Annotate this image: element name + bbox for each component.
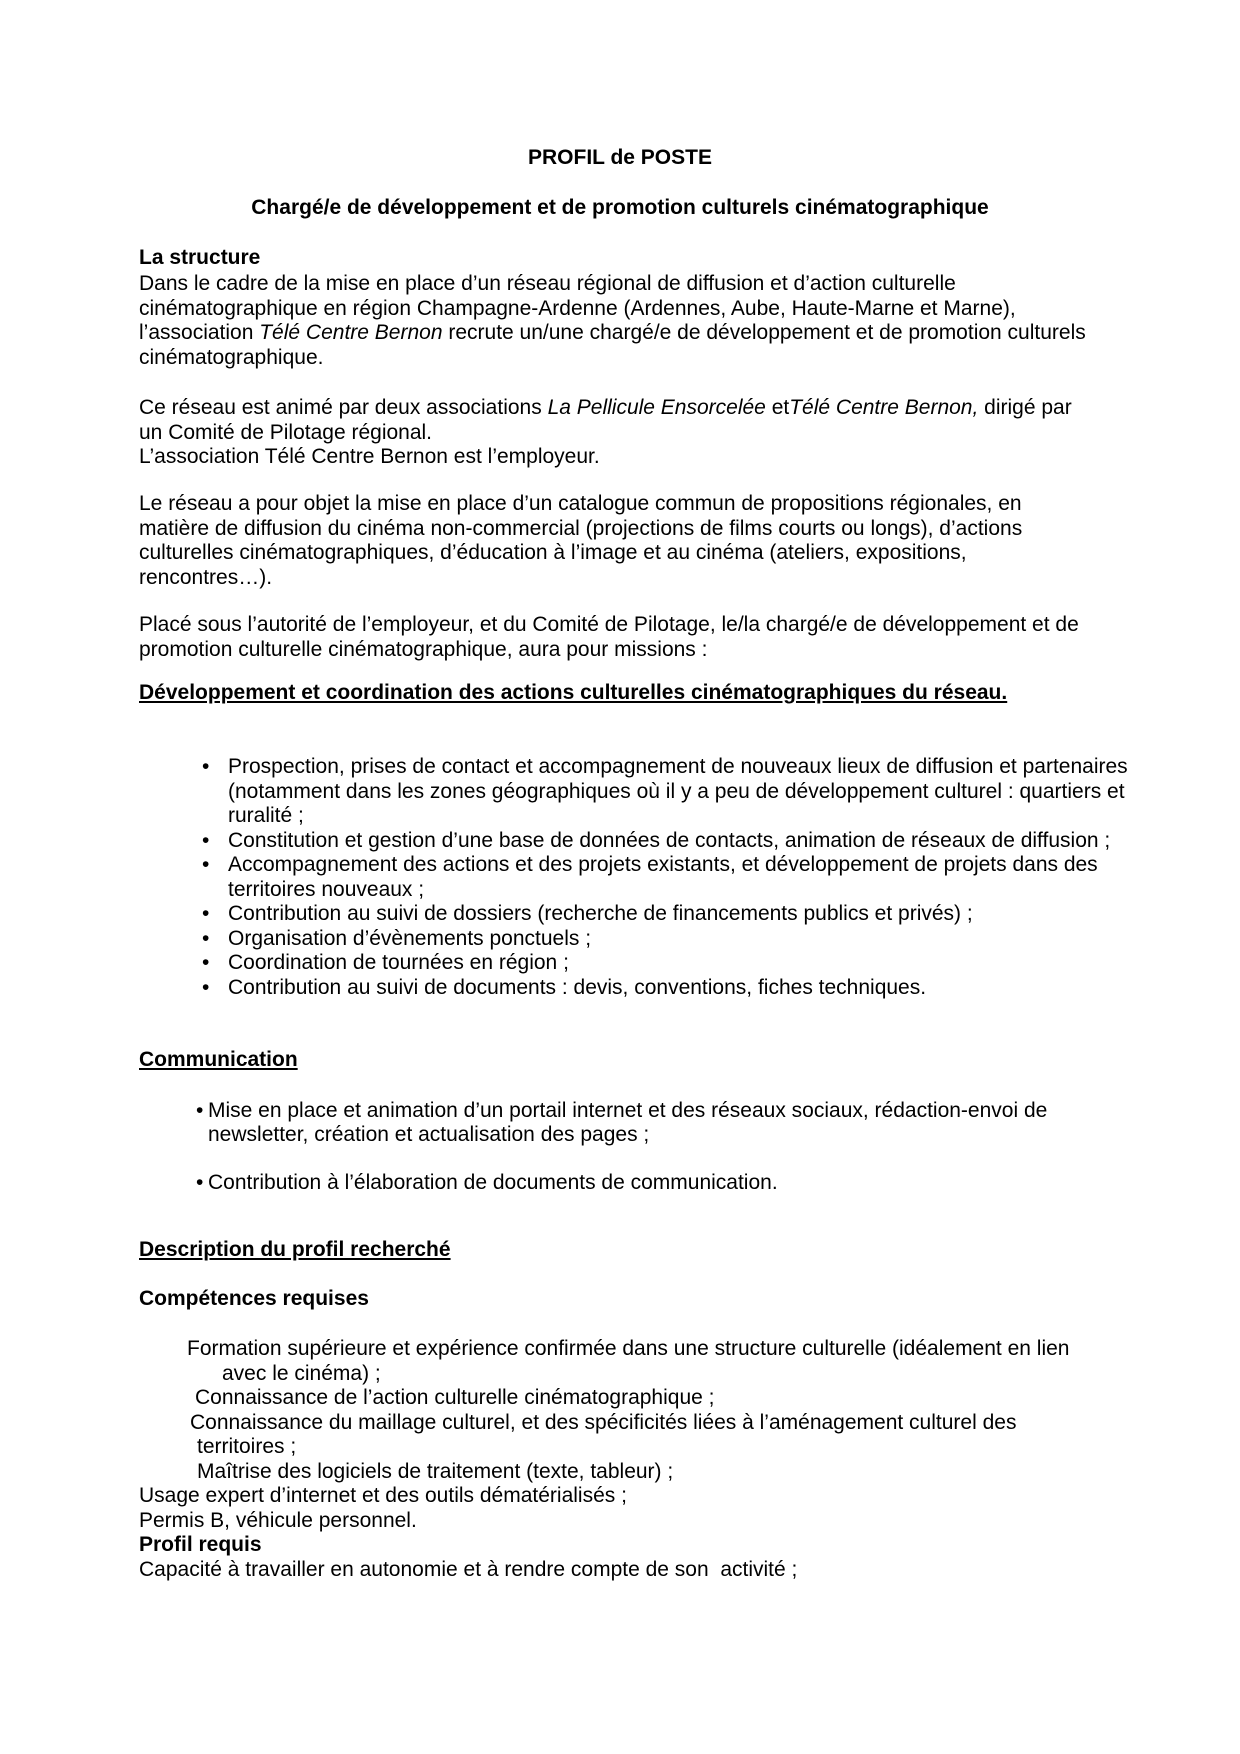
heading-la-structure: La structure	[139, 246, 261, 269]
communication-item	[139, 1171, 1148, 1196]
paragraph-line: promotion culturelle cinématographique, aura pour missions :	[139, 637, 708, 661]
text-run: recrute un/une chargé/e de développement et de promotion culturels	[442, 321, 1086, 344]
skill-line: Connaissance de l’action culturelle cinématographique ;	[195, 1386, 715, 1409]
missions-item-text: Contribution au suivi de documents : devis, conventions, fiches techniques.	[228, 975, 927, 999]
bullet-icon: •	[202, 926, 210, 950]
communication-item-text: Contribution à l’élaboration de documents de communication.	[208, 1170, 778, 1194]
missions-item	[139, 951, 1148, 976]
bullet-icon: •	[202, 902, 210, 925]
italic-association-name: Télé Centre Bernon,	[789, 396, 979, 419]
skill-line: avec le cinéma) ;	[222, 1361, 381, 1385]
skill-line: territoires ;	[197, 1435, 297, 1458]
paragraph-line: culturelles cinématographiques, d’éducation à l’image et au cinéma (ateliers, expositions,	[139, 541, 967, 564]
paragraph-line: rencontres…).	[139, 565, 273, 589]
bullet-icon: •	[196, 1098, 204, 1122]
missions-item	[139, 829, 1148, 854]
paragraph-line: cinématographique.	[139, 345, 324, 369]
paragraph-line: un Comité de Pilotage régional.	[139, 420, 433, 444]
document-title: PROFIL de POSTE	[528, 146, 712, 169]
paragraph-line	[139, 321, 1148, 346]
text-run: dirigé par	[978, 396, 1072, 419]
paragraph-line: Dans le cadre de la mise en place d’un réseau régional de diffusion et d’action culturelle	[139, 272, 956, 295]
missions-item-text: Coordination de tournées en région ;	[228, 951, 569, 974]
italic-association-name: Télé Centre Bernon	[259, 321, 443, 344]
missions-item-text: Constitution et gestion d’une base de données de contacts, animation de réseaux de diffusion ;	[228, 828, 1111, 852]
bullet-icon: •	[202, 755, 210, 778]
skills-list	[139, 1337, 1148, 1582]
missions-item-text: Organisation d’évènements ponctuels ;	[228, 926, 592, 950]
text-run: Ce réseau est animé par deux associations	[139, 396, 548, 419]
missions-item-text: Accompagnement des actions et des projets existants, et développement de projets dans des territoires nouveaux ;	[228, 853, 1098, 901]
skill-line: Formation supérieure et expérience confirmée dans une structure culturelle (idéalement en lien	[187, 1337, 1070, 1360]
text-run: et	[765, 396, 790, 419]
paragraph-line: matière de diffusion du cinéma non-commercial (projections de films courts ou longs), d’actions	[139, 516, 1023, 540]
missions-item	[139, 976, 1148, 1001]
italic-association-name: La Pellicule Ensorcelée	[547, 396, 766, 419]
paragraph-line	[139, 396, 1148, 421]
paragraph-line: cinématographique en région Champagne-Ardenne (Ardennes, Aube, Haute-Marne et Marne),	[139, 296, 1016, 320]
missions-item	[139, 927, 1148, 952]
communication-item	[139, 1099, 1148, 1148]
heading-competences-requises: Compétences requises	[139, 1287, 369, 1310]
communication-list	[139, 1099, 1148, 1196]
paragraph-line: Placé sous l’autorité de l’employeur, et du Comité de Pilotage, le/la chargé/e de développement et de	[139, 613, 1079, 636]
bullet-icon: •	[196, 1170, 204, 1194]
skill-line: Usage expert d’internet et des outils dématérialisés ;	[139, 1484, 627, 1507]
bullet-icon: •	[202, 951, 210, 974]
heading-missions: Développement et coordination des actions culturelles cinématographiques du réseau.	[139, 681, 1008, 704]
communication-item-text: Mise en place et animation d’un portail internet et des réseaux sociaux, rédaction-envoi de newsletter, création et actualisation des pages ;	[208, 1098, 1048, 1146]
bullet-icon: •	[202, 828, 210, 852]
bullet-icon: •	[202, 853, 210, 876]
skill-line: Maîtrise des logiciels de traitement (texte, tableur) ;	[197, 1459, 674, 1483]
paragraph-line: L’association Télé Centre Bernon est l’employeur.	[139, 445, 600, 468]
heading-profil-requis: Profil requis	[139, 1533, 262, 1556]
profil-requis-line: Capacité à travailler en autonomie et à rendre compte de son activité ;	[139, 1557, 798, 1581]
paragraph-line: Le réseau a pour objet la mise en place d’un catalogue commun de propositions régionales, en	[139, 492, 1022, 515]
missions-item	[139, 902, 1148, 927]
skill-line: Connaissance du maillage culturel, et des spécificités liées à l’aménagement culturel des	[190, 1410, 1017, 1434]
missions-item	[139, 755, 1148, 829]
text-run: l’association	[139, 321, 260, 344]
heading-communication: Communication	[139, 1047, 298, 1071]
document-subtitle: Chargé/e de développement et de promotion culturels cinématographique	[251, 196, 989, 219]
missions-item-text: Prospection, prises de contact et accompagnement de nouveaux lieux de diffusion et partenaires (notamment dans les zones géographiques où il y a peu de développement culturel : quartiers et ruralité ;	[228, 755, 1128, 827]
missions-item	[139, 853, 1148, 902]
missions-list	[139, 755, 1148, 1000]
bullet-icon: •	[202, 975, 210, 999]
missions-item-text: Contribution au suivi de dossiers (recherche de financements publics et privés) ;	[228, 902, 973, 925]
heading-description-profil: Description du profil recherché	[139, 1238, 451, 1261]
skill-line: Permis B, véhicule personnel.	[139, 1508, 417, 1532]
